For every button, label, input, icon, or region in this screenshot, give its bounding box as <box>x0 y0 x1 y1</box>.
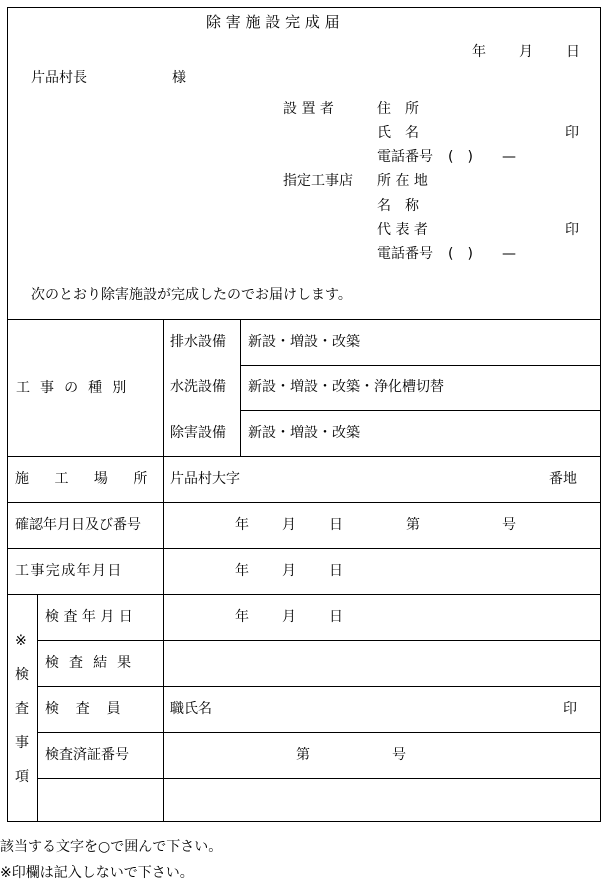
contractor-company-label: 名 称 <box>377 198 419 214</box>
confirm-dai: 第 <box>406 517 420 533</box>
confirm-month: 月 <box>282 517 296 533</box>
confirm-year: 年 <box>235 517 249 533</box>
rule <box>37 732 601 733</box>
rule <box>7 548 601 549</box>
confirm-day: 日 <box>329 517 343 533</box>
rule <box>7 456 601 457</box>
date-year: 年 <box>472 44 486 60</box>
inspection-group-char: ※ <box>15 633 27 649</box>
rule <box>240 410 601 411</box>
site-village: 片品村大字 <box>170 471 240 487</box>
contractor-rep-label: 代 表 者 <box>377 222 428 238</box>
inspection-day: 日 <box>329 609 343 625</box>
confirm-go: 号 <box>502 517 516 533</box>
contractor-seal: 印 <box>565 222 579 238</box>
installer-name-label: 氏 名 <box>377 125 419 141</box>
contractor-phone-label: 電話番号 <box>377 246 433 262</box>
installer-seal: 印 <box>565 125 579 141</box>
work-row-label: 水洗設備 <box>170 379 226 395</box>
note: ※印欄は記入しないで下さい。 <box>0 865 194 881</box>
installer-phone-label: 電話番号 <box>377 149 433 165</box>
inspection-date-label: 検 査 年 月 日 <box>45 609 133 625</box>
work-row-label: 排水設備 <box>170 334 226 350</box>
rule <box>37 640 601 641</box>
rule <box>37 778 601 779</box>
work-row-label: 除害設備 <box>170 425 226 441</box>
contractor-phone-paren: ( ) <box>448 246 473 262</box>
form-frame <box>7 7 601 822</box>
work-row-options: 新設・増設・改築・浄化槽切替 <box>248 379 444 395</box>
work-row-options: 新設・増設・改築 <box>248 425 360 441</box>
inspection-group-char: 査 <box>15 701 29 717</box>
inspector-seal: 印 <box>563 701 577 717</box>
contractor-location-label: 所 在 地 <box>377 173 428 189</box>
work-row-options: 新設・増設・改築 <box>248 334 360 350</box>
inspector-title: 職氏名 <box>170 701 212 717</box>
contractor-phone-dash: — <box>502 246 516 262</box>
cert-dai: 第 <box>296 747 310 763</box>
inspector-label: 検 査 員 <box>45 701 122 717</box>
rule <box>37 686 601 687</box>
contractor-label: 指定工事店 <box>283 173 353 189</box>
inspection-group-char: 検 <box>15 667 29 683</box>
installer-label: 設 置 者 <box>283 101 334 117</box>
rule <box>7 594 601 595</box>
intro-text: 次のとおり除害施設が完成したのでお届けします。 <box>31 287 352 303</box>
installer-address-label: 住 所 <box>377 101 419 117</box>
completion-label: 工事完成年月日 <box>15 563 123 579</box>
inspection-group-char: 項 <box>15 769 29 785</box>
addressee-honorific: 様 <box>172 70 186 86</box>
site-lot: 番地 <box>549 471 577 487</box>
completion-day: 日 <box>329 563 343 579</box>
rule <box>37 594 38 822</box>
cert-label: 検査済証番号 <box>45 747 129 763</box>
rule <box>7 319 601 320</box>
cert-go: 号 <box>392 747 406 763</box>
work-type-label: 工 事 の 種 別 <box>16 380 130 396</box>
installer-phone-paren: ( ) <box>448 149 473 165</box>
inspection-month: 月 <box>282 609 296 625</box>
completion-year: 年 <box>235 563 249 579</box>
date-month: 月 <box>519 44 533 60</box>
inspection-group-char: 事 <box>15 735 29 751</box>
date-day: 日 <box>566 44 580 60</box>
inspection-result-label: 検 査 結 果 <box>45 655 134 671</box>
rule <box>240 365 601 366</box>
installer-phone-dash: — <box>502 149 516 165</box>
rule <box>163 319 164 822</box>
confirm-label: 確認年月日及び番号 <box>15 517 141 533</box>
addressee: 片品村長 <box>31 70 87 86</box>
inspection-year: 年 <box>235 609 249 625</box>
rule <box>7 502 601 503</box>
site-label: 施 工 場 所 <box>15 471 158 487</box>
completion-month: 月 <box>282 563 296 579</box>
note: 該当する文字を○で囲んで下さい。 <box>0 839 223 855</box>
form-title: 除 害 施 設 完 成 届 <box>206 13 340 31</box>
rule <box>240 319 241 456</box>
